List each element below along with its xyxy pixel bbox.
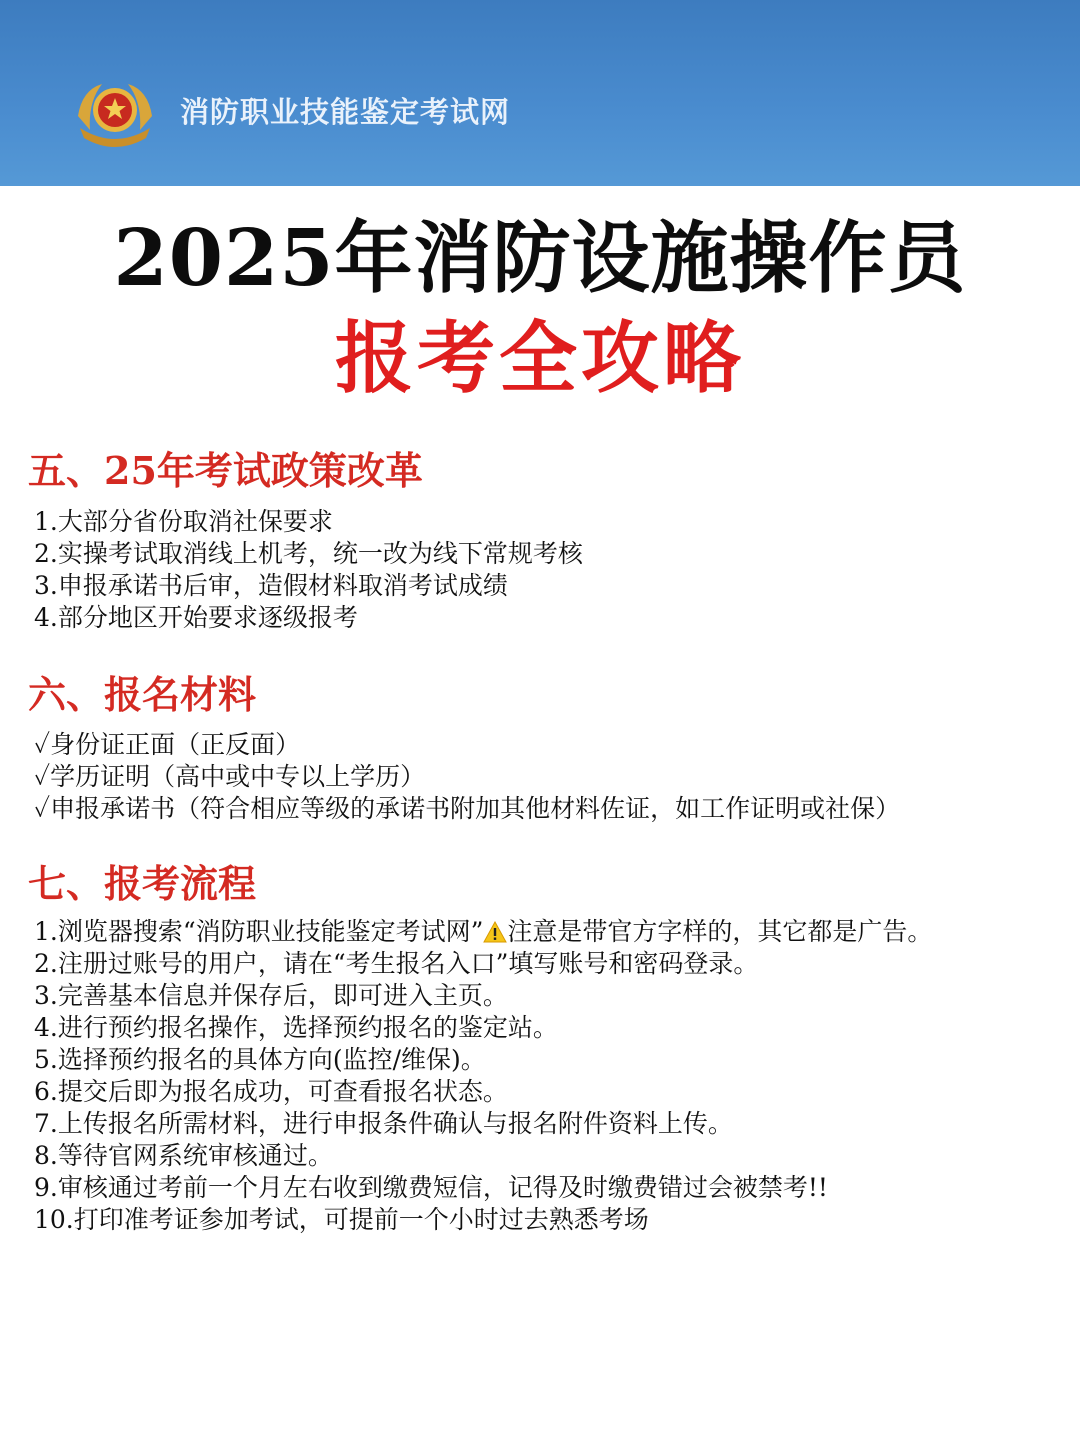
list-item <box>34 761 425 793</box>
fire-rescue-emblem-icon <box>72 76 158 148</box>
list-item-text: 申报承诺书（符合相应等级的承诺书附加其他材料佐证，如工作证明或社保） <box>50 794 901 823</box>
warning-icon <box>483 921 507 943</box>
list-item: 2.实操考试取消线上机考，统一改为线下常规考核 <box>34 539 583 568</box>
page-title: 2025年消防设施操作员 <box>113 213 967 304</box>
list-item: 5.选择预约报名的具体方向(监控/维保)。 <box>34 1045 486 1074</box>
list-item-text: 身份证正面（正反面） <box>50 730 301 759</box>
list-item <box>34 793 900 825</box>
page-subtitle: 报考全攻略 <box>334 313 745 404</box>
site-header <box>0 0 1080 186</box>
list-item: 1.大部分省份取消社保要求 <box>34 507 333 536</box>
section-heading-process: 七、报考流程 <box>28 861 257 906</box>
list-item: 8.等待官网系统审核通过。 <box>34 1141 333 1170</box>
check-icon: ✓ <box>34 794 51 823</box>
section-heading-policy: 五、25年考试政策改革 <box>28 448 423 493</box>
section-heading-materials: 六、报名材料 <box>28 672 257 717</box>
list-item: 9.审核通过考前一个月左右收到缴费短信，记得及时缴费错过会被禁考!! <box>34 1173 828 1202</box>
list-item <box>34 729 300 761</box>
list-item: 2.注册过账号的用户，请在“考生报名入口”填写账号和密码登录。 <box>34 949 759 978</box>
list-item: 7.上传报名所需材料，进行申报条件确认与报名附件资料上传。 <box>34 1109 733 1138</box>
list-item: 3.申报承诺书后审，造假材料取消考试成绩 <box>34 571 508 600</box>
list-item-text: 1.浏览器搜索“消防职业技能鉴定考试网” <box>34 917 484 946</box>
list-item <box>34 916 932 948</box>
list-item: 4.部分地区开始要求逐级报考 <box>34 603 358 632</box>
check-icon: ✓ <box>34 762 51 791</box>
list-item: 4.进行预约报名操作，选择预约报名的鉴定站。 <box>34 1013 558 1042</box>
list-item: 10.打印准考证参加考试，可提前一个小时过去熟悉考场 <box>34 1205 649 1234</box>
list-item-text: 学历证明（高中或中专以上学历） <box>50 762 426 791</box>
check-icon: ✓ <box>34 730 51 759</box>
list-item-text: 注意是带官方字样的，其它都是广告。 <box>507 917 933 946</box>
site-name: 消防职业技能鉴定考试网 <box>180 95 511 129</box>
list-item: 3.完善基本信息并保存后，即可进入主页。 <box>34 981 508 1010</box>
list-item: 6.提交后即为报名成功，可查看报名状态。 <box>34 1077 508 1106</box>
